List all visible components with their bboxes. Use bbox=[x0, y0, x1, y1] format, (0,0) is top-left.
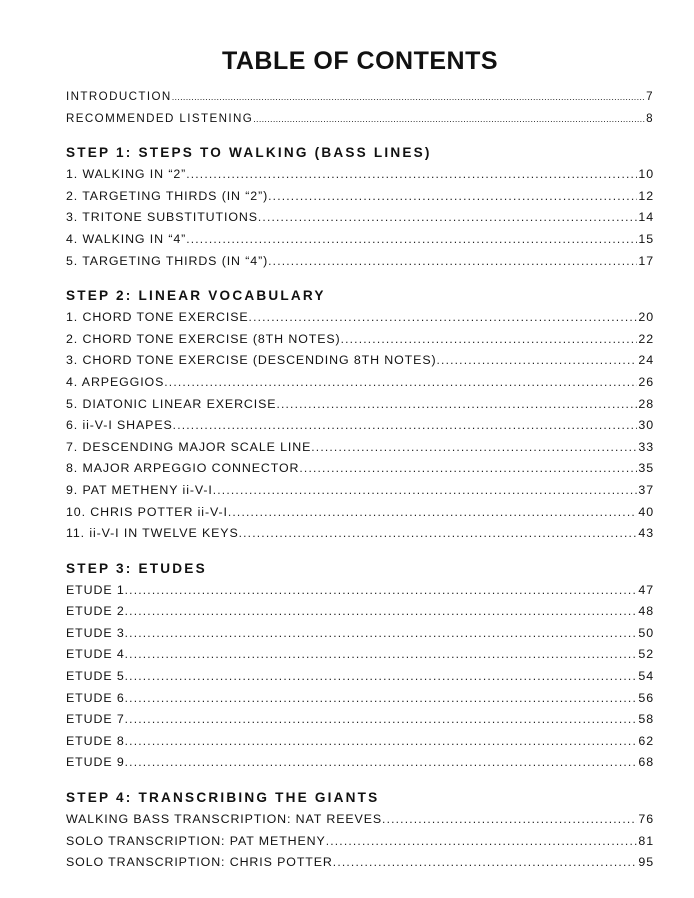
dot-leader bbox=[228, 502, 638, 524]
dot-leader bbox=[258, 207, 638, 229]
entry-label: RECOMMENDED LISTENING bbox=[66, 111, 254, 125]
dot-leader bbox=[253, 109, 645, 131]
dot-leader bbox=[186, 229, 637, 251]
entry-page-number: 81 bbox=[638, 833, 654, 848]
toc-entry[interactable] bbox=[66, 688, 654, 710]
entry-label: 6. ii-V-I SHAPES bbox=[66, 418, 173, 433]
toc-entry[interactable] bbox=[66, 623, 654, 645]
entry-label: 2. CHORD TONE EXERCISE (8TH NOTES) bbox=[66, 331, 341, 346]
entry-label: ETUDE 1 bbox=[66, 582, 125, 597]
entry-label: 9. PAT METHENY ii-V-I bbox=[66, 482, 213, 497]
section-heading: STEP 3: ETUDES bbox=[66, 560, 207, 576]
dot-leader bbox=[333, 852, 638, 874]
toc-entry[interactable] bbox=[66, 831, 654, 853]
dot-leader bbox=[125, 580, 638, 602]
entry-page-number: 17 bbox=[638, 253, 654, 268]
toc-entry[interactable] bbox=[66, 809, 654, 831]
entry-label: 10. CHRIS POTTER ii-V-I bbox=[66, 504, 228, 519]
toc-entry[interactable] bbox=[66, 644, 654, 666]
entry-label: WALKING BASS TRANSCRIPTION: NAT REEVES bbox=[66, 812, 383, 827]
section-heading: STEP 1: STEPS TO WALKING (BASS LINES) bbox=[66, 145, 432, 161]
dot-leader bbox=[125, 644, 638, 666]
entry-page-number: 15 bbox=[638, 231, 654, 246]
entry-page-number: 24 bbox=[638, 353, 654, 368]
entry-label: ETUDE 7 bbox=[66, 712, 125, 727]
entry-page-number: 14 bbox=[638, 210, 654, 225]
toc-entry[interactable] bbox=[66, 229, 654, 251]
toc-entry[interactable] bbox=[66, 580, 654, 602]
dot-leader bbox=[311, 437, 637, 459]
toc-entry[interactable] bbox=[66, 329, 654, 351]
toc-entry[interactable] bbox=[66, 666, 654, 688]
entry-label: SOLO TRANSCRIPTION: CHRIS POTTER bbox=[66, 855, 333, 870]
toc-section-step-1 bbox=[66, 142, 654, 272]
dot-leader bbox=[125, 666, 638, 688]
dot-leader bbox=[125, 752, 638, 774]
entry-label: 3. TRITONE SUBSTITUTIONS bbox=[66, 210, 258, 225]
entry-label: ETUDE 8 bbox=[66, 733, 125, 748]
dot-leader bbox=[276, 394, 637, 416]
entry-page-number: 33 bbox=[638, 439, 654, 454]
entry-page-number: 12 bbox=[638, 188, 654, 203]
front-matter-list bbox=[66, 86, 654, 129]
toc-entry[interactable] bbox=[66, 480, 654, 502]
dot-leader bbox=[213, 480, 638, 502]
entry-label: 3. CHORD TONE EXERCISE (DESCENDING 8TH NOTES) bbox=[66, 353, 437, 368]
toc-entry[interactable] bbox=[66, 186, 654, 208]
entry-label: 8. MAJOR ARPEGGIO CONNECTOR bbox=[66, 461, 300, 476]
entry-label: 4. WALKING IN “4” bbox=[66, 231, 187, 246]
toc-section-step-2 bbox=[66, 285, 654, 545]
entry-page-number: 62 bbox=[638, 733, 654, 748]
entry-page-number: 50 bbox=[638, 625, 654, 640]
dot-leader bbox=[382, 809, 637, 831]
entry-page-number: 35 bbox=[638, 461, 654, 476]
entry-label: ETUDE 3 bbox=[66, 625, 125, 640]
dot-leader bbox=[249, 307, 638, 329]
toc-entry[interactable] bbox=[66, 164, 654, 186]
entry-label: 5. DIATONIC LINEAR EXERCISE bbox=[66, 396, 277, 411]
toc-page bbox=[66, 46, 654, 874]
dot-leader bbox=[125, 623, 638, 645]
entry-label: 5. TARGETING THIRDS (IN “4”) bbox=[66, 253, 269, 268]
toc-entry[interactable] bbox=[66, 752, 654, 774]
dot-leader bbox=[125, 601, 638, 623]
toc-entry[interactable] bbox=[66, 207, 654, 229]
entry-page-number: 10 bbox=[638, 167, 654, 182]
entry-label: 1. CHORD TONE EXERCISE bbox=[66, 310, 249, 325]
entry-label: 2. TARGETING THIRDS (IN “2”) bbox=[66, 188, 269, 203]
entry-label: 7. DESCENDING MAJOR SCALE LINE bbox=[66, 439, 312, 454]
toc-entry[interactable] bbox=[66, 415, 654, 437]
dot-leader bbox=[299, 458, 637, 480]
entry-page-number: 68 bbox=[638, 755, 654, 770]
dot-leader bbox=[186, 164, 637, 186]
entry-page-number: 8 bbox=[646, 111, 654, 125]
entry-page-number: 54 bbox=[638, 669, 654, 684]
toc-section-step-4 bbox=[66, 787, 654, 874]
dot-leader bbox=[326, 831, 638, 853]
dot-leader bbox=[341, 329, 638, 351]
entry-page-number: 76 bbox=[638, 812, 654, 827]
entry-page-number: 48 bbox=[638, 604, 654, 619]
entry-label: SOLO TRANSCRIPTION: PAT METHENY bbox=[66, 833, 326, 848]
entry-label: ETUDE 4 bbox=[66, 647, 125, 662]
toc-entry[interactable] bbox=[66, 731, 654, 753]
dot-leader bbox=[125, 731, 638, 753]
toc-section-step-3 bbox=[66, 558, 654, 774]
entry-page-number: 40 bbox=[638, 504, 654, 519]
entry-label: ETUDE 9 bbox=[66, 755, 125, 770]
toc-entry[interactable] bbox=[66, 601, 654, 623]
entry-page-number: 56 bbox=[638, 690, 654, 705]
entry-page-number: 26 bbox=[638, 374, 654, 389]
dot-leader bbox=[437, 350, 638, 372]
entry-page-number: 30 bbox=[638, 418, 654, 433]
toc-entry[interactable] bbox=[66, 852, 654, 874]
entry-label: ETUDE 6 bbox=[66, 690, 125, 705]
toc-entry[interactable] bbox=[66, 437, 654, 459]
entry-page-number: 52 bbox=[638, 647, 654, 662]
dot-leader bbox=[125, 688, 638, 710]
entry-page-number: 37 bbox=[638, 482, 654, 497]
dot-leader bbox=[125, 709, 638, 731]
dot-leader bbox=[164, 372, 637, 394]
toc-entry[interactable] bbox=[66, 350, 654, 372]
toc-entry[interactable] bbox=[66, 394, 654, 416]
toc-entry[interactable] bbox=[66, 458, 654, 480]
entry-page-number: 20 bbox=[638, 310, 654, 325]
entry-page-number: 28 bbox=[638, 396, 654, 411]
entry-page-number: 22 bbox=[638, 331, 654, 346]
toc-entry[interactable] bbox=[66, 86, 654, 108]
page-title: TABLE OF CONTENTS bbox=[221, 47, 499, 75]
toc-entry[interactable] bbox=[66, 307, 654, 329]
toc-entry[interactable] bbox=[66, 372, 654, 394]
dot-leader bbox=[239, 523, 638, 545]
entry-page-number: 47 bbox=[638, 582, 654, 597]
entry-label: 11. ii-V-I IN TWELVE KEYS bbox=[66, 526, 239, 541]
toc-entry[interactable] bbox=[66, 108, 654, 130]
entry-page-number: 58 bbox=[638, 712, 654, 727]
entry-label: ETUDE 5 bbox=[66, 669, 125, 684]
toc-entry[interactable] bbox=[66, 251, 654, 273]
dot-leader bbox=[268, 251, 637, 273]
entry-label: ETUDE 2 bbox=[66, 604, 125, 619]
dot-leader bbox=[268, 186, 637, 208]
toc-entry[interactable] bbox=[66, 523, 654, 545]
section-heading: STEP 2: LINEAR VOCABULARY bbox=[66, 288, 326, 304]
toc-entry[interactable] bbox=[66, 502, 654, 524]
section-heading: STEP 4: TRANSCRIBING THE GIANTS bbox=[66, 790, 380, 806]
toc-entry[interactable] bbox=[66, 709, 654, 731]
entry-label: INTRODUCTION bbox=[66, 90, 172, 103]
entry-label: 4. ARPEGGIOS bbox=[66, 374, 165, 389]
dot-leader bbox=[173, 415, 638, 437]
entry-page-number: 95 bbox=[638, 855, 654, 870]
entry-label: 1. WALKING IN “2” bbox=[66, 167, 187, 182]
dot-leader bbox=[172, 87, 645, 109]
entry-page-number: 7 bbox=[646, 90, 654, 103]
entry-page-number: 43 bbox=[638, 526, 654, 541]
